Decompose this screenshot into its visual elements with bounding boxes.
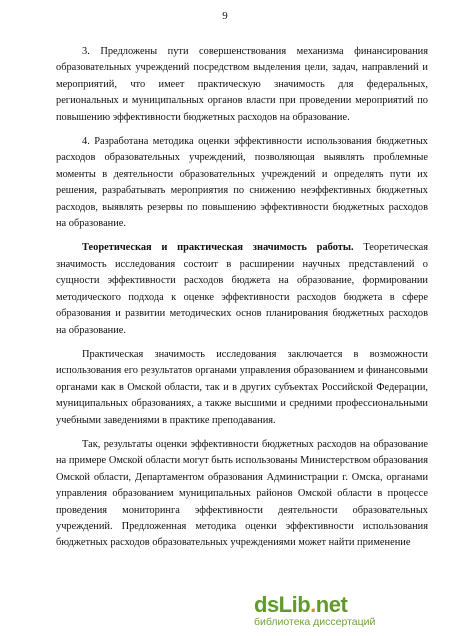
paragraph-4 xyxy=(56,347,428,429)
paragraph-4-text: Практическая значимость исследования заключается в возможности использования его результатов органами управления образованием и финансовыми органами как в Омской области, так и в других субъектах Российской Федерации, муниципальных образованиях, а также высшими и средними профессиональными учебными заведениями в практике преподавания. xyxy=(56,348,428,426)
paragraph-3 xyxy=(56,240,428,338)
dslib-watermark xyxy=(246,590,442,630)
paragraph-5-text: Так, результаты оценки эффективности бюджетных расходов на образование на примере Омской области могут быть использованы Министерством образования Омской области, Департаментом образования Администрации г. Омска, органами управления образованием муниципальных районов Омской области в процессе проведения мониторинга эффективности деятельности образовательных учреждений. Предложенная методика оценки эффективности использования бюджетных расходов образовательных учреждениями может найти применение xyxy=(56,438,428,549)
watermark-subtitle: библиотека диссертаций xyxy=(254,616,376,628)
paragraph-1 xyxy=(56,44,428,126)
paragraph-3-bold: Теоретическая и практическая значимость работы. xyxy=(82,242,354,254)
paragraph-2-text: 4. Разработана методика оценки эффективности использования бюджетных расходов образовательных учреждений, позволяющая выявлять проблемные моменты в деятельности образовательных учреждений и определять пути их решения, разрабатывать мероприятия по снижению неэффективных бюджетных расходов, выявлять резервы по повышению эффективности бюджетных расходов на образование. xyxy=(56,136,428,230)
page-number: 9 xyxy=(222,10,228,22)
document-body xyxy=(56,44,428,560)
paragraph-2 xyxy=(56,134,428,232)
watermark-logo-dot: . xyxy=(310,592,316,617)
paragraph-3-text: Теоретическая значимость исследования состоит в расширении научных представлений о сущности эффективности расходов бюджета на образование, формировании методического подхода к оценке эффективности расходов бюджета в сфере образования и развитии методических основ планирования бюджетных расходов на образование. xyxy=(56,242,428,336)
watermark-logo-tld: net xyxy=(315,592,348,617)
paragraph-1-text: 3. Предложены пути совершенствования механизма финансирования образовательных учреждений посредством выделения цели, задач, направлений и мероприятий, что имеет практическую значимость для федеральных, региональных и муниципальных органов власти при проведении мероприятий по повышению эффективности бюджетных расходов на образование. xyxy=(56,46,428,123)
watermark-logo-main: dsLib xyxy=(254,592,311,617)
paragraph-5 xyxy=(56,437,428,552)
watermark-logo xyxy=(254,592,347,618)
